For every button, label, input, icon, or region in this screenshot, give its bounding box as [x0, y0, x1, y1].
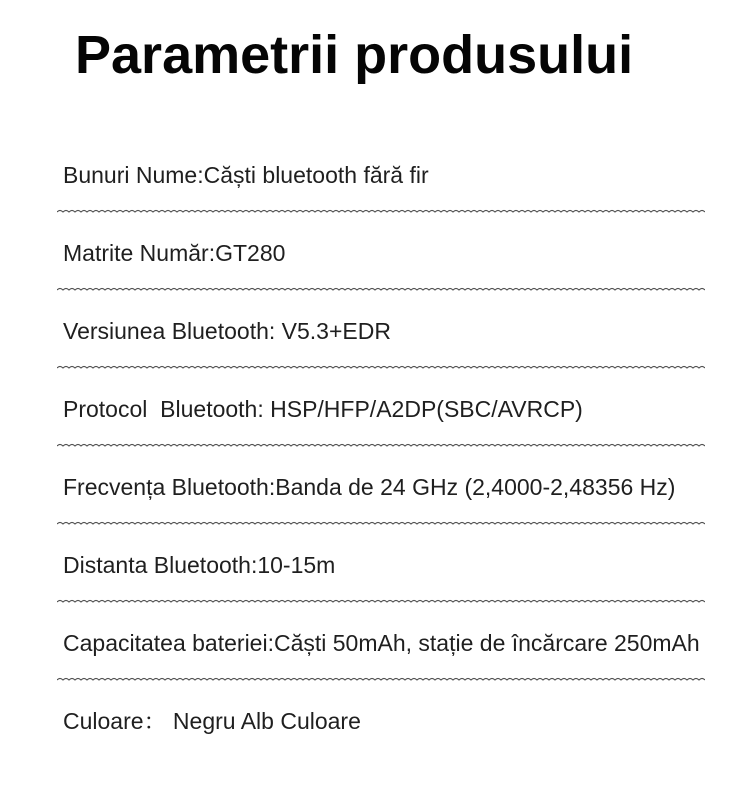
- parameter-text: Culoare： Negru Alb Culoare: [63, 708, 361, 734]
- parameter-row: [57, 163, 705, 187]
- parameter-row: [57, 241, 705, 265]
- parameter-row: [57, 631, 705, 655]
- parameter-row: [57, 319, 705, 343]
- parameter-list: [57, 163, 705, 733]
- wavy-divider: [57, 442, 705, 447]
- parameter-text: Bunuri Nume:Căști bluetooth fără fir: [63, 162, 429, 188]
- parameter-text: Protocol Bluetooth: HSP/HFP/A2DP(SBC/AVRCP): [63, 396, 583, 422]
- parameter-text: Distanta Bluetooth:10-15m: [63, 552, 336, 578]
- parameter-text: Frecvența Bluetooth:Banda de 24 GHz (2,4000-2,48356 Hz): [63, 474, 676, 500]
- parameter-row: [57, 709, 705, 733]
- parameter-row: [57, 475, 705, 499]
- page-title: Parametrii produsului: [75, 25, 634, 85]
- product-parameters-sheet: [0, 24, 750, 733]
- parameter-text: Versiunea Bluetooth: V5.3+EDR: [63, 318, 391, 344]
- parameter-text: Matrite Număr:GT280: [63, 240, 286, 266]
- wavy-divider: [57, 286, 705, 291]
- wavy-divider: [57, 364, 705, 369]
- parameter-row: [57, 397, 705, 421]
- wavy-divider: [57, 598, 705, 603]
- wavy-divider: [57, 676, 705, 681]
- wavy-divider: [57, 208, 705, 213]
- wavy-divider: [57, 520, 705, 525]
- parameter-text: Capacitatea bateriei:Căști 50mAh, stație de încărcare 250mAh: [63, 630, 700, 656]
- parameter-row: [57, 553, 705, 577]
